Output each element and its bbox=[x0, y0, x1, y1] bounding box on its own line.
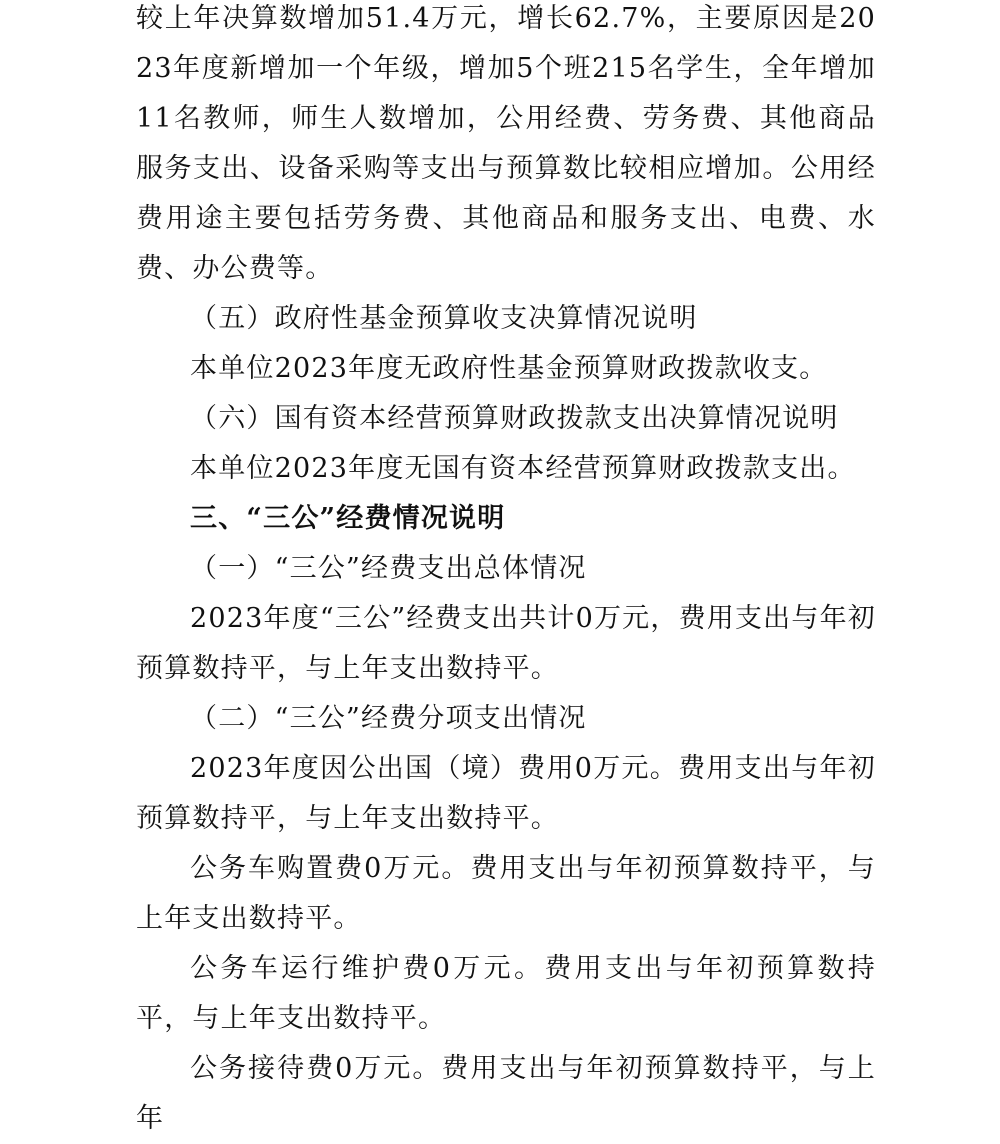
document-page bbox=[136, 0, 876, 1144]
subheading-itemized: （二）“三公”经费分项支出情况 bbox=[190, 703, 587, 734]
body-paragraph: 2023年度因公出国（境）费用0万元。费用支出与年初预算数持平，与上年支出数持平。 bbox=[136, 753, 876, 834]
subheading-overall: （一）“三公”经费支出总体情况 bbox=[190, 553, 587, 584]
body-paragraph: 本单位2023年度无政府性基金预算财政拨款收支。 bbox=[190, 353, 828, 384]
body-paragraph: 公务接待费0万元。费用支出与年初预算数持平，与上年 bbox=[136, 1053, 876, 1134]
body-paragraph: 较上年决算数增加51.4万元，增长62.7%，主要原因是2023年度新增加一个年级，增加5个班215名学生，全年增加11名教师，师生人数增加，公用经费、劳务费、其他商品服务支出、设备采购等支出与预算数比较相应增加。公用经费用途主要包括劳务费、其他商品和服务支出、电费、水费、办公费等。 bbox=[136, 3, 876, 284]
subheading-government-fund: （五）政府性基金预算收支决算情况说明 bbox=[190, 303, 698, 334]
body-paragraph: 本单位2023年度无国有资本经营预算财政拨款支出。 bbox=[190, 453, 856, 484]
body-paragraph: 公务车购置费0万元。费用支出与年初预算数持平，与上年支出数持平。 bbox=[136, 853, 876, 934]
section-heading-three-public: 三、“三公”经费情况说明 bbox=[190, 503, 506, 534]
body-paragraph: 公务车运行维护费0万元。费用支出与年初预算数持平，与上年支出数持平。 bbox=[136, 953, 876, 1034]
body-paragraph: 2023年度“三公”经费支出共计0万元，费用支出与年初预算数持平，与上年支出数持平。 bbox=[136, 603, 876, 684]
subheading-state-capital: （六）国有资本经营预算财政拨款支出决算情况说明 bbox=[190, 403, 839, 434]
